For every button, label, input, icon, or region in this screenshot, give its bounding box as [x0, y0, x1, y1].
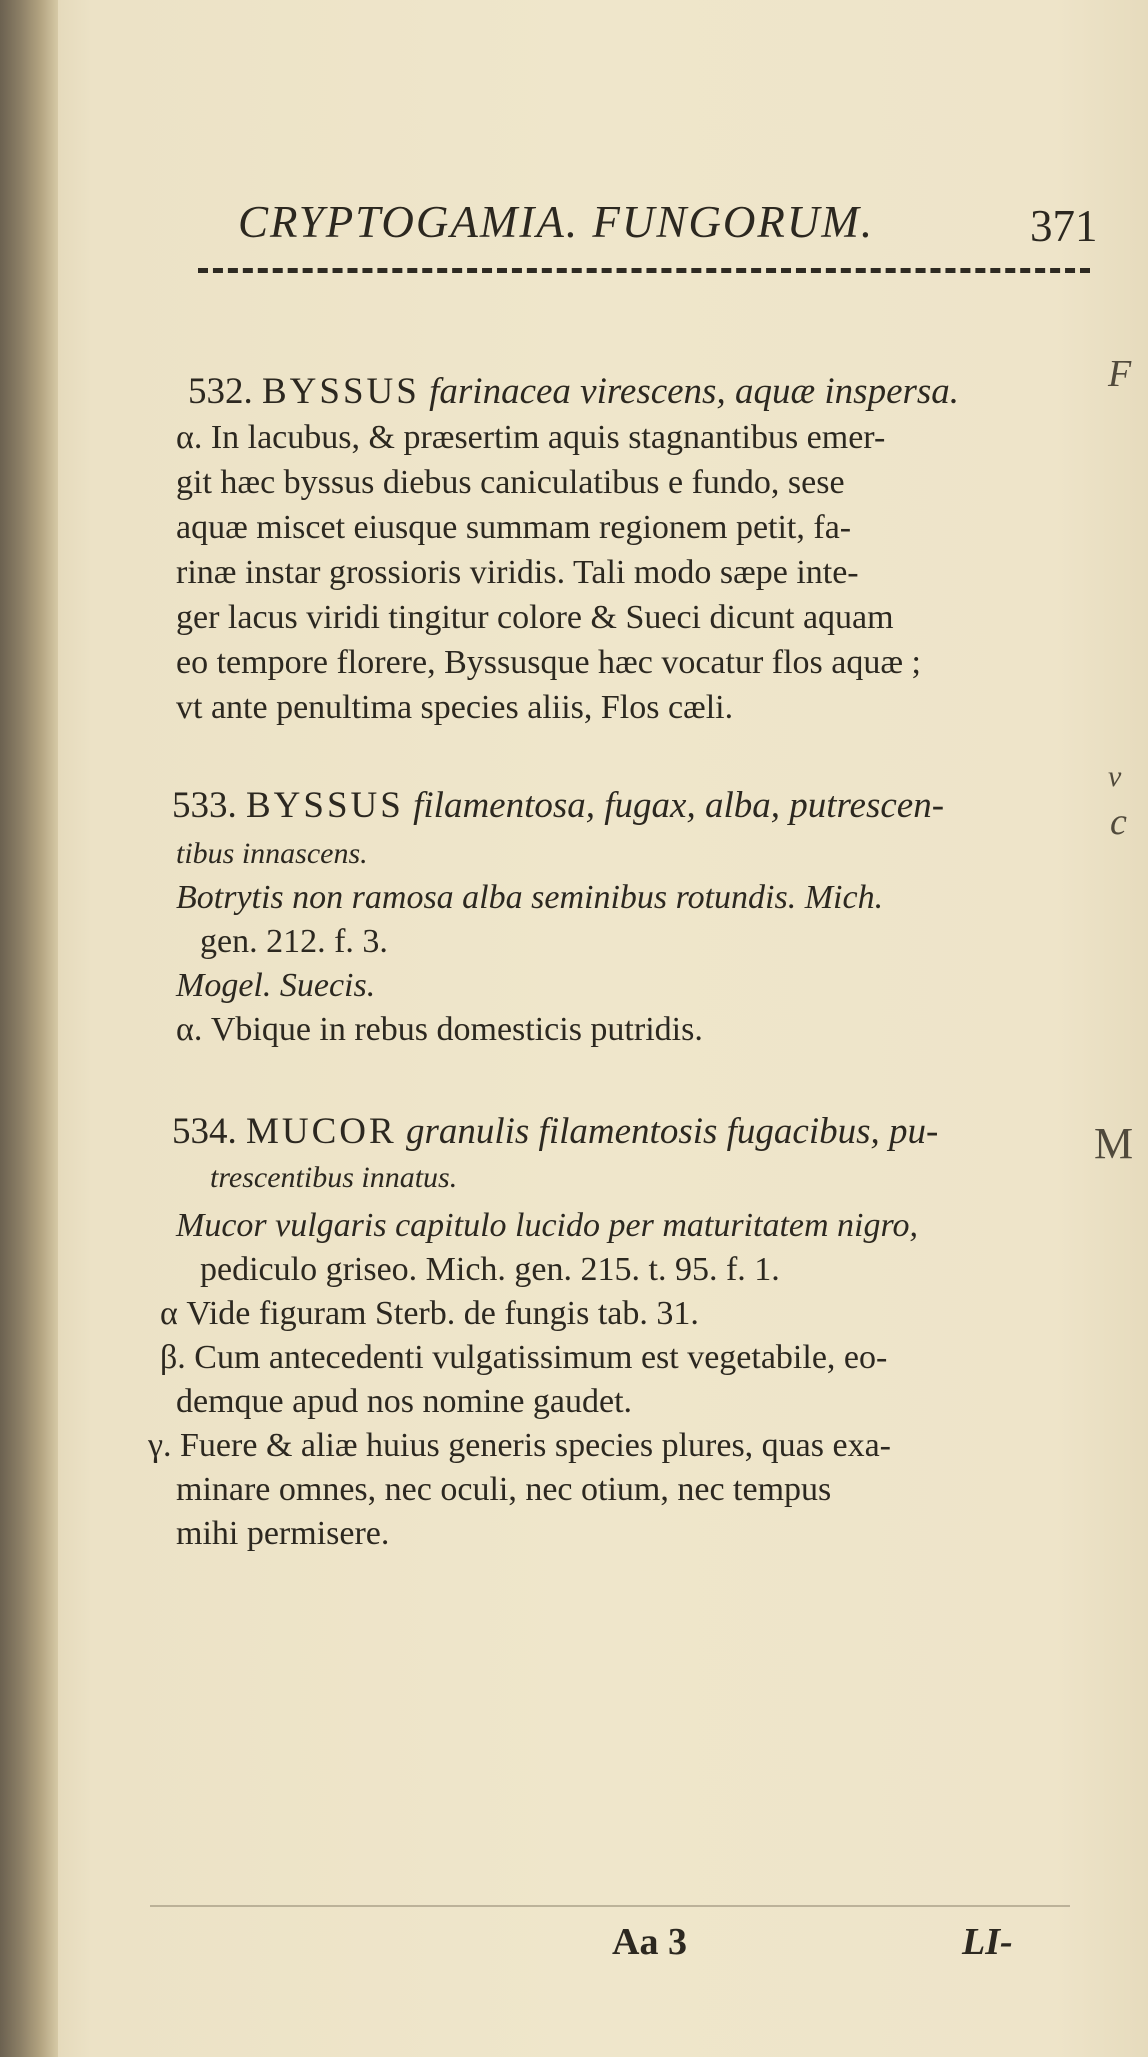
entry-line: α Vide figuram Sterb. de fungis tab. 31. [160, 1295, 699, 1332]
bottom-rule [150, 1905, 1070, 1907]
entry-line: α. In lacubus, & præsertim aquis stagnantibus emer- [176, 419, 886, 456]
entry-line: demque apud nos nomine gaudet. [176, 1383, 633, 1420]
margin-note: F [1108, 353, 1132, 395]
entry-line: mihi permisere. [176, 1515, 390, 1552]
entry-number: 532. [188, 371, 253, 412]
entry-line: minare omnes, nec oculi, nec otium, nec tempus [176, 1471, 832, 1508]
entry-533-heading [172, 786, 944, 826]
entry-line: β. Cum antecedenti vulgatissimum est vegetabile, eo- [160, 1339, 888, 1376]
entry-genus: BYSSUS [246, 785, 404, 826]
entry-line: γ. Fuere & aliæ huius generis species plures, quas exa- [148, 1427, 892, 1464]
entry-number: 534. [172, 1111, 237, 1152]
entry-diagnosis: filamentosa, fugax, alba, putrescen- [413, 785, 945, 826]
entry-number: 533. [172, 785, 237, 826]
entry-genus: MUCOR [246, 1111, 397, 1152]
entry-diagnosis-cont: tibus innascens. [176, 837, 368, 870]
entry-line: git hæc byssus diebus caniculatibus e fundo, sese [176, 464, 845, 501]
entry-line: aquæ miscet eiusque summam regionem petit, fa- [176, 509, 852, 546]
page-number: 371 [1030, 201, 1098, 251]
entry-line: gen. 212. f. 3. [200, 923, 388, 960]
catchword: LI- [962, 1921, 1013, 1963]
entry-line: pediculo griseo. Mich. gen. 215. t. 95. f. 1. [200, 1251, 780, 1288]
entry-diagnosis: granulis filamentosis fugacibus, pu- [405, 1111, 939, 1152]
entry-534-heading [172, 1112, 938, 1152]
header-rule [198, 268, 1090, 273]
printer-signature: Aa 3 [612, 1921, 687, 1963]
margin-note: c [1110, 801, 1127, 843]
entry-line: ger lacus viridi tingitur colore & Sueci dicunt aquam [176, 599, 894, 636]
entry-genus: BYSSUS [262, 371, 420, 412]
entry-532-heading [188, 372, 959, 412]
entry-line: α. Vbique in rebus domesticis putridis. [176, 1011, 703, 1048]
entry-line: rinæ instar grossioris viridis. Tali modo sæpe inte- [176, 554, 859, 591]
entry-line: Mogel. Suecis. [176, 967, 376, 1004]
entry-line: eo tempore florere, Byssusque hæc vocatur flos aquæ ; [176, 644, 921, 681]
entry-line: Mucor vulgaris capitulo lucido per maturitatem nigro, [176, 1207, 918, 1244]
margin-note: v [1108, 760, 1122, 793]
entry-diagnosis: farinacea virescens, aquæ inspersa. [429, 371, 960, 412]
entry-line: vt ante penultima species aliis, Flos cæli. [176, 689, 734, 726]
entry-line: Botrytis non ramosa alba seminibus rotundis. Mich. [176, 879, 884, 916]
entry-diagnosis-cont: trescentibus innatus. [210, 1161, 458, 1194]
book-spine [0, 0, 58, 2057]
margin-note: M [1094, 1119, 1134, 1168]
page-header-title: CRYPTOGAMIA. FUNGORUM. [238, 197, 875, 247]
